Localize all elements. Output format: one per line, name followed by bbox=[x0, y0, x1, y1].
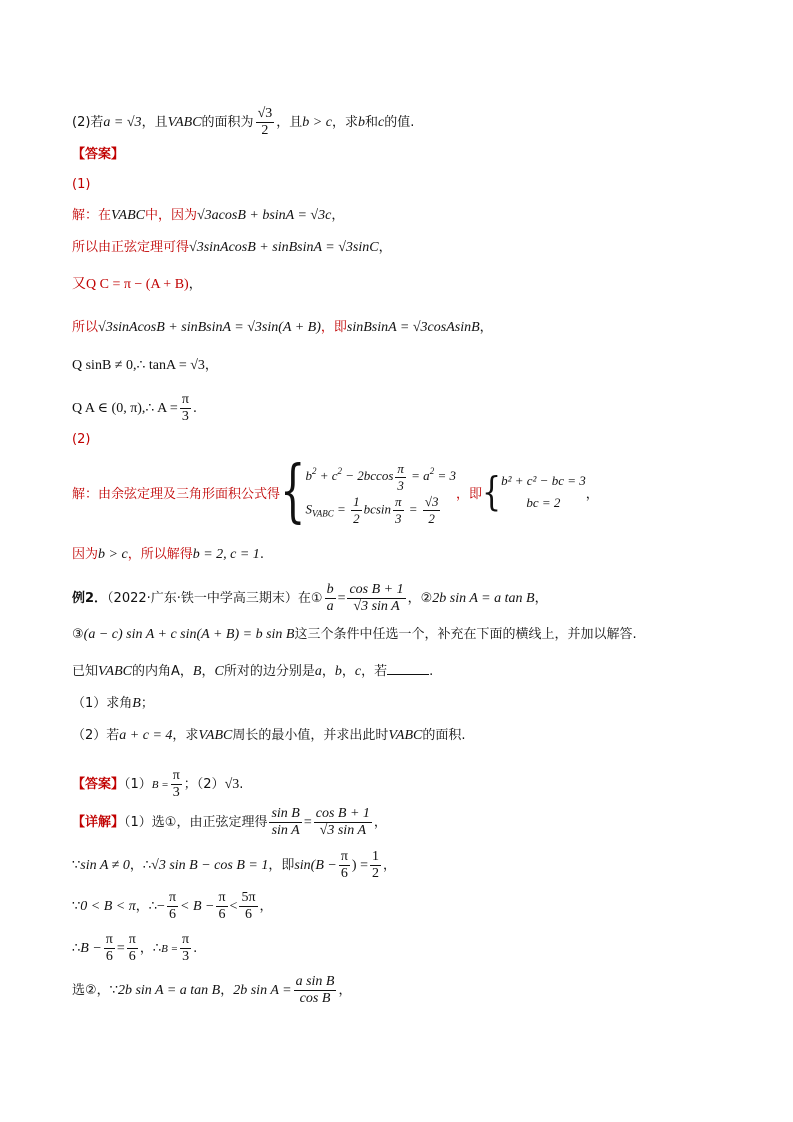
t: ，∴ bbox=[139, 941, 162, 956]
t: + c bbox=[316, 468, 338, 483]
text: ，即 bbox=[455, 486, 482, 502]
system-row-2: bc = 2 bbox=[526, 495, 561, 511]
fraction bbox=[314, 806, 372, 839]
t: . bbox=[239, 777, 244, 792]
t: VABC bbox=[198, 728, 233, 743]
fraction bbox=[269, 806, 301, 839]
t: VABC bbox=[311, 508, 334, 518]
example-2-q2 bbox=[72, 726, 466, 746]
denominator: 3 bbox=[181, 409, 189, 424]
equation-system-1 bbox=[280, 453, 456, 532]
fraction bbox=[325, 582, 336, 615]
fraction bbox=[423, 494, 441, 527]
t: < B − bbox=[180, 899, 215, 914]
q2-text: 的值. bbox=[384, 115, 415, 130]
t: ， bbox=[220, 983, 234, 998]
numerator: π bbox=[340, 849, 348, 864]
t: ， bbox=[373, 815, 387, 830]
numerator: π bbox=[168, 890, 177, 905]
t: b bbox=[334, 664, 342, 679]
equation: Q sinB ≠ 0,∴ tanA = √3 bbox=[72, 358, 205, 373]
t: < bbox=[229, 899, 238, 914]
numerator: π bbox=[105, 932, 113, 947]
text: . bbox=[259, 547, 264, 562]
t: ) = bbox=[351, 858, 368, 873]
t: B bbox=[132, 696, 141, 711]
t: 2 bbox=[429, 466, 435, 476]
fraction bbox=[167, 890, 178, 923]
fraction bbox=[339, 849, 350, 882]
equation-system-2 bbox=[482, 470, 586, 514]
numerator: 5π bbox=[241, 890, 256, 905]
detail-line-1 bbox=[72, 806, 387, 839]
text: 因为 bbox=[72, 547, 99, 562]
denominator: 6 bbox=[244, 907, 252, 922]
detail-line-3 bbox=[72, 890, 273, 923]
q2-var-c: c bbox=[377, 115, 385, 130]
denominator: 3 bbox=[395, 510, 402, 526]
numerator: π bbox=[128, 932, 136, 947]
t: ，求 bbox=[172, 728, 199, 743]
t: （1）求角 bbox=[72, 696, 133, 711]
t: = bbox=[337, 591, 346, 606]
numerator: sin B bbox=[271, 806, 300, 821]
t: B = bbox=[151, 779, 169, 791]
q2-triangle: VABC bbox=[167, 115, 202, 130]
t: ③ bbox=[72, 627, 84, 642]
text: ，即 bbox=[320, 320, 347, 335]
numerator: b bbox=[326, 582, 334, 597]
t: ， bbox=[201, 664, 215, 679]
text: 解：在 bbox=[72, 208, 112, 223]
t: S bbox=[305, 501, 312, 516]
equation: Q A ∈ (0, π),∴ A = bbox=[72, 401, 178, 416]
question-2 bbox=[72, 106, 414, 139]
denominator: 2 bbox=[353, 510, 360, 526]
t: ， bbox=[338, 983, 352, 998]
denominator: 2 bbox=[261, 123, 269, 138]
denominator: 3 bbox=[172, 785, 180, 800]
denominator: 3 bbox=[397, 477, 404, 493]
t: 2 bbox=[311, 466, 317, 476]
equation: b = 2, c = 1 bbox=[192, 547, 260, 562]
text: ， bbox=[331, 208, 345, 223]
t: = 3 bbox=[434, 468, 456, 483]
q2-condition: a = √3 bbox=[103, 115, 142, 130]
text: ，所以解得 bbox=[127, 547, 193, 562]
denominator: 6 bbox=[218, 907, 226, 922]
text: 所以由正弦定理可得 bbox=[72, 240, 190, 255]
t: bcsin bbox=[363, 501, 392, 516]
t: 选②，∵ bbox=[72, 983, 118, 998]
fraction bbox=[239, 890, 257, 923]
left-brace-icon: { bbox=[481, 469, 502, 516]
t: sin A ≠ 0 bbox=[80, 858, 130, 873]
denominator: √3 sin A bbox=[319, 823, 366, 838]
denominator: sin A bbox=[271, 823, 300, 838]
answer-label-1: 【答案】 bbox=[72, 147, 125, 162]
triangle: VABC bbox=[111, 208, 145, 223]
system-row-1 bbox=[305, 458, 456, 494]
numerator: π bbox=[181, 392, 189, 407]
t: a bbox=[314, 664, 322, 679]
numerator: π bbox=[397, 460, 404, 476]
detail-line-5 bbox=[72, 974, 351, 1007]
numerator: cos B + 1 bbox=[349, 582, 404, 597]
system-rows bbox=[501, 470, 586, 514]
denominator: cos B bbox=[299, 991, 331, 1006]
detail-line-4 bbox=[72, 932, 197, 965]
t: 的内角A， bbox=[131, 664, 193, 679]
equation: sinBsinA = √3cosAsinB bbox=[346, 320, 480, 335]
t: ， bbox=[341, 664, 355, 679]
source: （2022·广东·铁一中学高三期末）在① bbox=[107, 591, 323, 606]
numerator: a sin B bbox=[295, 974, 335, 989]
text: ， bbox=[534, 591, 548, 606]
numerator: π bbox=[182, 932, 190, 947]
equation: 2b sin A = a tan B bbox=[432, 591, 535, 606]
t: 周长的最小值，并求出此时 bbox=[232, 728, 389, 743]
denominator: 6 bbox=[168, 907, 176, 922]
t: . bbox=[193, 941, 198, 956]
example-2-q1 bbox=[72, 694, 154, 714]
t: ， bbox=[382, 858, 396, 873]
t: sin(B − bbox=[294, 858, 337, 873]
numerator: π bbox=[172, 768, 180, 783]
numerator: 1 bbox=[353, 493, 360, 509]
t: 2b sin A = a tan B bbox=[117, 983, 221, 998]
system-rows bbox=[305, 458, 456, 527]
q2-lead: (2)若 bbox=[72, 115, 104, 130]
denominator: 2 bbox=[371, 866, 379, 881]
fraction bbox=[127, 932, 138, 965]
fraction bbox=[294, 974, 337, 1007]
denominator: 3 bbox=[182, 949, 190, 964]
t: . bbox=[429, 664, 434, 679]
t: VABC bbox=[388, 728, 423, 743]
fraction bbox=[180, 392, 191, 425]
fraction bbox=[370, 849, 381, 882]
answer-label: 【答案】 bbox=[72, 777, 125, 792]
t: = a bbox=[407, 468, 430, 483]
q2-text: ，求 bbox=[331, 115, 358, 130]
t: ∴ bbox=[72, 941, 81, 956]
fraction bbox=[180, 932, 191, 965]
q2-text: ，且 bbox=[276, 115, 303, 130]
system-row-2 bbox=[305, 494, 456, 527]
equation: b > c bbox=[98, 547, 128, 562]
denominator: 2 bbox=[428, 510, 435, 526]
t: （1） bbox=[124, 777, 152, 792]
solution-2-line-1 bbox=[72, 453, 599, 532]
t: − bbox=[157, 899, 165, 914]
denominator: 6 bbox=[340, 866, 348, 881]
denominator: √3 sin A bbox=[353, 599, 400, 614]
example-2-line-2 bbox=[72, 625, 637, 645]
t: ，∴ bbox=[135, 899, 158, 914]
t: ， bbox=[321, 664, 335, 679]
t: ； bbox=[140, 696, 154, 711]
solution-line-4 bbox=[72, 318, 493, 338]
t: （2）若 bbox=[72, 728, 120, 743]
text: ， bbox=[204, 358, 218, 373]
example-title: 例2． bbox=[72, 591, 108, 606]
example-2-line-3 bbox=[72, 662, 433, 682]
fraction bbox=[393, 494, 404, 527]
fraction bbox=[351, 494, 362, 527]
t: ∵ bbox=[72, 899, 81, 914]
numerator: cos B + 1 bbox=[315, 806, 370, 821]
t: C bbox=[214, 664, 224, 679]
left-brace-icon: { bbox=[280, 453, 306, 532]
fraction bbox=[216, 890, 227, 923]
q2-var-b: b bbox=[357, 115, 365, 130]
q2-inequality: b > c bbox=[302, 115, 332, 130]
t: 0 < B < π bbox=[80, 899, 136, 914]
part-1-label: (1) bbox=[72, 177, 91, 192]
denominator: 6 bbox=[105, 949, 113, 964]
numerator: π bbox=[218, 890, 226, 905]
t: c bbox=[354, 664, 362, 679]
denominator: 6 bbox=[128, 949, 136, 964]
detail-label: 【详解】 bbox=[72, 815, 125, 830]
solution-line-1 bbox=[72, 206, 344, 226]
t: B = bbox=[161, 943, 179, 955]
answer-blank bbox=[387, 662, 429, 675]
t: ，∴ bbox=[129, 858, 152, 873]
q2-text: 和 bbox=[364, 115, 378, 130]
numerator: √3 bbox=[257, 106, 273, 121]
equation: 又Q C = π − (A + B) bbox=[72, 277, 189, 292]
t: 2 bbox=[337, 466, 343, 476]
q2-text: 的面积为 bbox=[201, 115, 254, 130]
part-2-label: (2) bbox=[72, 432, 91, 447]
t: （1）选①，由正弦定理得 bbox=[124, 815, 268, 830]
text: 中，因为 bbox=[144, 208, 197, 223]
t: ，若 bbox=[361, 664, 388, 679]
t: ∵ bbox=[72, 858, 81, 873]
t: ；（2） bbox=[183, 777, 225, 792]
answer-2 bbox=[72, 768, 243, 801]
equation: √3sinAcosB + sinBsinA = √3sinC bbox=[189, 240, 379, 255]
t: 2b sin A = bbox=[233, 983, 292, 998]
q2-area-fraction bbox=[256, 106, 275, 139]
q2-text: ，且 bbox=[141, 115, 168, 130]
t: B bbox=[192, 664, 202, 679]
t: a + c = 4 bbox=[119, 728, 173, 743]
example-2-line-1 bbox=[72, 582, 548, 615]
t: b bbox=[305, 468, 312, 483]
fraction bbox=[347, 582, 405, 615]
t: = bbox=[303, 815, 312, 830]
text: 这三个条件中任选一个，补充在下面的横线上，并加以解答. bbox=[294, 627, 637, 642]
equation: (a − c) sin A + c sin(A + B) = b sin B bbox=[83, 627, 295, 642]
t: = bbox=[333, 501, 350, 516]
text: 所以 bbox=[72, 320, 99, 335]
text: . bbox=[192, 401, 198, 416]
t: ， bbox=[259, 899, 273, 914]
t: = bbox=[116, 941, 125, 956]
numerator: π bbox=[395, 493, 402, 509]
text: ， bbox=[188, 277, 202, 292]
numerator: 1 bbox=[371, 849, 379, 864]
fraction bbox=[395, 461, 406, 494]
t: 所对的边分别是 bbox=[223, 664, 315, 679]
system-row-1: b² + c² − bc = 3 bbox=[501, 473, 586, 489]
t: VABC bbox=[98, 664, 132, 679]
t: 的面积. bbox=[422, 728, 466, 743]
detail-line-2 bbox=[72, 849, 396, 882]
fraction bbox=[104, 932, 115, 965]
denominator: a bbox=[326, 599, 334, 614]
solution-line-5 bbox=[72, 356, 218, 376]
equation: √3sinAcosB + sinBsinA = √3sin(A + B) bbox=[98, 320, 321, 335]
solution-line-3 bbox=[72, 275, 202, 295]
t: √3 bbox=[224, 777, 240, 792]
solution-line-6 bbox=[72, 392, 197, 425]
text: ， bbox=[585, 486, 599, 502]
t: √3 sin B − cos B = 1 bbox=[151, 858, 269, 873]
numerator: √3 bbox=[424, 493, 439, 509]
text: 解：由余弦定理及三角形面积公式得 bbox=[72, 486, 281, 502]
t: = bbox=[405, 501, 421, 516]
fraction bbox=[171, 768, 182, 801]
text: ， bbox=[378, 240, 392, 255]
equation: √3acosB + bsinA = √3c bbox=[197, 208, 332, 223]
t: − 2bccos bbox=[342, 468, 394, 483]
text: ， bbox=[479, 320, 493, 335]
t: ，即 bbox=[268, 858, 295, 873]
t: B − bbox=[80, 941, 102, 956]
t: 已知 bbox=[72, 664, 99, 679]
solution-2-line-2 bbox=[72, 545, 264, 565]
solution-line-2 bbox=[72, 238, 392, 258]
text: ，② bbox=[407, 591, 433, 606]
